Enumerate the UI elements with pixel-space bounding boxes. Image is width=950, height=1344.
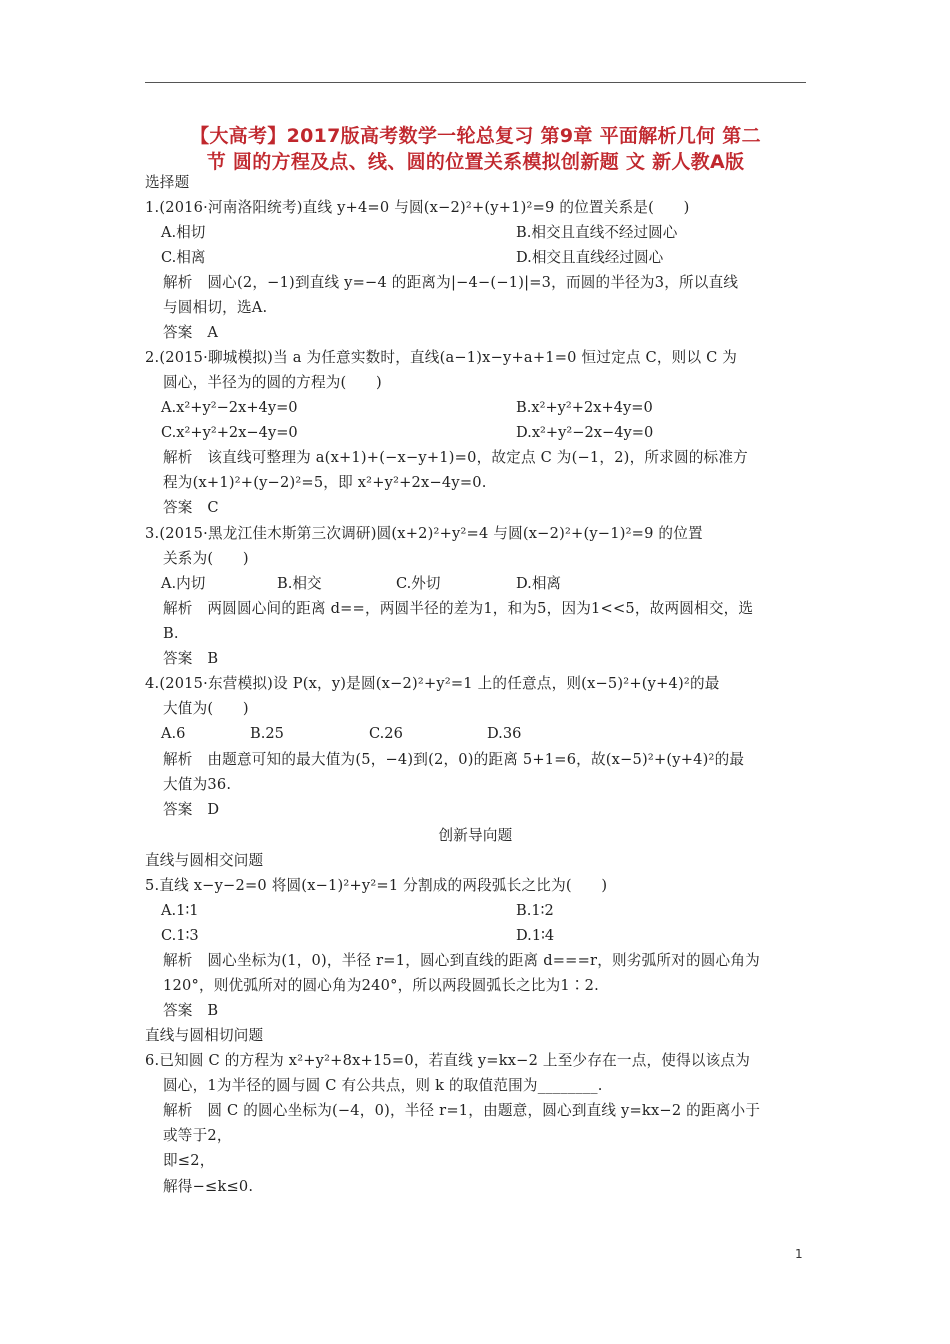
q5-option-d: D.1∶4	[516, 927, 555, 944]
q2-analysis-line-2: 程为(x+1)²+(y−2)²=5，即 x²+y²+2x−4y=0.	[163, 474, 487, 491]
q4-stem-line-2: 大值为( )	[163, 700, 249, 717]
q3-answer: 答案 B	[163, 650, 219, 667]
q1-stem: 1.(2016·河南洛阳统考)直线 y+4=0 与圆(x−2)²+(y+1)²=9 的位置关系是( )	[145, 199, 690, 216]
q2-stem-line-2: 圆心，半径为的圆的方程为( )	[163, 374, 382, 391]
q3-option-a: A.内切	[161, 575, 206, 592]
q3-analysis-line-1: 解析 两圆圆心间的距离 d==，两圆半径的差为1，和为5，因为1<<5，故两圆相交，选	[163, 600, 754, 617]
q5-option-c: C.1∶3	[161, 927, 199, 944]
q3-stem-line-2: 关系为( )	[163, 550, 249, 567]
q5-analysis-line-2: 120°，则优弧所对的圆心角为240°，所以两段圆弧长之比为1∶2.	[163, 977, 599, 994]
q1-option-c: C.相离	[161, 249, 206, 266]
section-heading-choice: 选择题	[145, 174, 190, 191]
q6-stem-line-1: 6.已知圆 C 的方程为 x²+y²+8x+15=0，若直线 y=kx−2 上至少存在一点，使得以该点为	[145, 1052, 751, 1069]
q2-stem-line-1: 2.(2015·聊城模拟)当 a 为任意实数时，直线(a−1)x−y+a+1=0 恒过定点 C，则以 C 为	[145, 349, 738, 366]
q3-stem-line-1: 3.(2015·黑龙江佳木斯第三次调研)圆(x+2)²+y²=4 与圆(x−2)²+(y−1)²=9 的位置	[145, 525, 703, 542]
q4-stem-line-1: 4.(2015·东营模拟)设 P(x，y)是圆(x−2)²+y²=1 上的任意点，则(x−5)²+(y+4)²的最	[145, 675, 720, 692]
q2-option-d: D.x²+y²−2x−4y=0	[516, 424, 654, 441]
q6-analysis-line-1: 解析 圆 C 的圆心坐标为(−4，0)，半径 r=1，由题意，圆心到直线 y=kx−2 的距离小于	[163, 1102, 761, 1119]
q3-option-d: D.相离	[516, 575, 562, 592]
q2-answer: 答案 C	[163, 499, 219, 516]
q1-option-d: D.相交且直线经过圆心	[516, 249, 664, 266]
q4-option-a: A.6	[161, 725, 186, 742]
q5-option-b: B.1∶2	[516, 902, 554, 919]
document-title-line-2: 节 圆的方程及点、线、圆的位置关系模拟创新题 文 新人教A版	[206, 151, 745, 173]
q4-option-b: B.25	[250, 725, 284, 742]
q4-answer: 答案 D	[163, 801, 220, 818]
q6-stem-line-2: 圆心，1为半径的圆与圆 C 有公共点，则 k 的取值范围为________.	[163, 1077, 603, 1094]
q1-option-a: A.相切	[161, 224, 206, 241]
q5-stem: 5.直线 x−y−2=0 将圆(x−1)²+y²=1 分割成的两段弧长之比为( )	[145, 877, 608, 894]
q1-analysis-line-2: 与圆相切，选A.	[163, 299, 268, 316]
q3-option-c: C.外切	[396, 575, 441, 592]
q5-analysis-line-1: 解析 圆心坐标为(1，0)，半径 r=1，圆心到直线的距离 d===r，则劣弧所对的圆心角为	[163, 952, 760, 969]
q6-analysis-line-3: 即≤2，	[163, 1152, 215, 1169]
subheading-line-circle-intersect: 直线与圆相交问题	[145, 852, 264, 869]
q4-analysis-line-1: 解析 由题意可知的最大值为(5，−4)到(2，0)的距离 5+1=6，故(x−5)²+(y+4)²的最	[163, 751, 745, 768]
q1-answer: 答案 A	[163, 324, 219, 341]
q2-option-b: B.x²+y²+2x+4y=0	[516, 399, 653, 416]
q4-analysis-line-2: 大值为36.	[163, 776, 232, 793]
document-title-line-1: 【大高考】2017版高考数学一轮总复习 第9章 平面解析几何 第二	[190, 125, 761, 147]
page-number: 1	[795, 1247, 803, 1261]
q4-option-d: D.36	[487, 725, 522, 742]
q4-option-c: C.26	[369, 725, 403, 742]
section-heading-innovation: 创新导向题	[438, 827, 513, 844]
q3-analysis-line-2: B.	[163, 625, 179, 642]
q5-option-a: A.1∶1	[161, 902, 199, 919]
q6-analysis-line-4: 解得−≤k≤0.	[163, 1178, 254, 1195]
q2-option-a: A.x²+y²−2x+4y=0	[161, 399, 298, 416]
q2-analysis-line-1: 解析 该直线可整理为 a(x+1)+(−x−y+1)=0，故定点 C 为(−1，2)，所求圆的标准方	[163, 449, 748, 466]
subheading-line-circle-tangent: 直线与圆相切问题	[145, 1027, 264, 1044]
q1-option-b: B.相交且直线不经过圆心	[516, 224, 678, 241]
q1-analysis-line-1: 解析 圆心(2，−1)到直线 y=−4 的距离为|−4−(−1)|=3，而圆的半径为3，所以直线	[163, 274, 739, 291]
q2-option-c: C.x²+y²+2x−4y=0	[161, 424, 298, 441]
q5-answer: 答案 B	[163, 1002, 219, 1019]
q3-option-b: B.相交	[277, 575, 322, 592]
q6-analysis-line-2: 或等于2，	[163, 1127, 232, 1144]
header-rule	[145, 82, 806, 83]
